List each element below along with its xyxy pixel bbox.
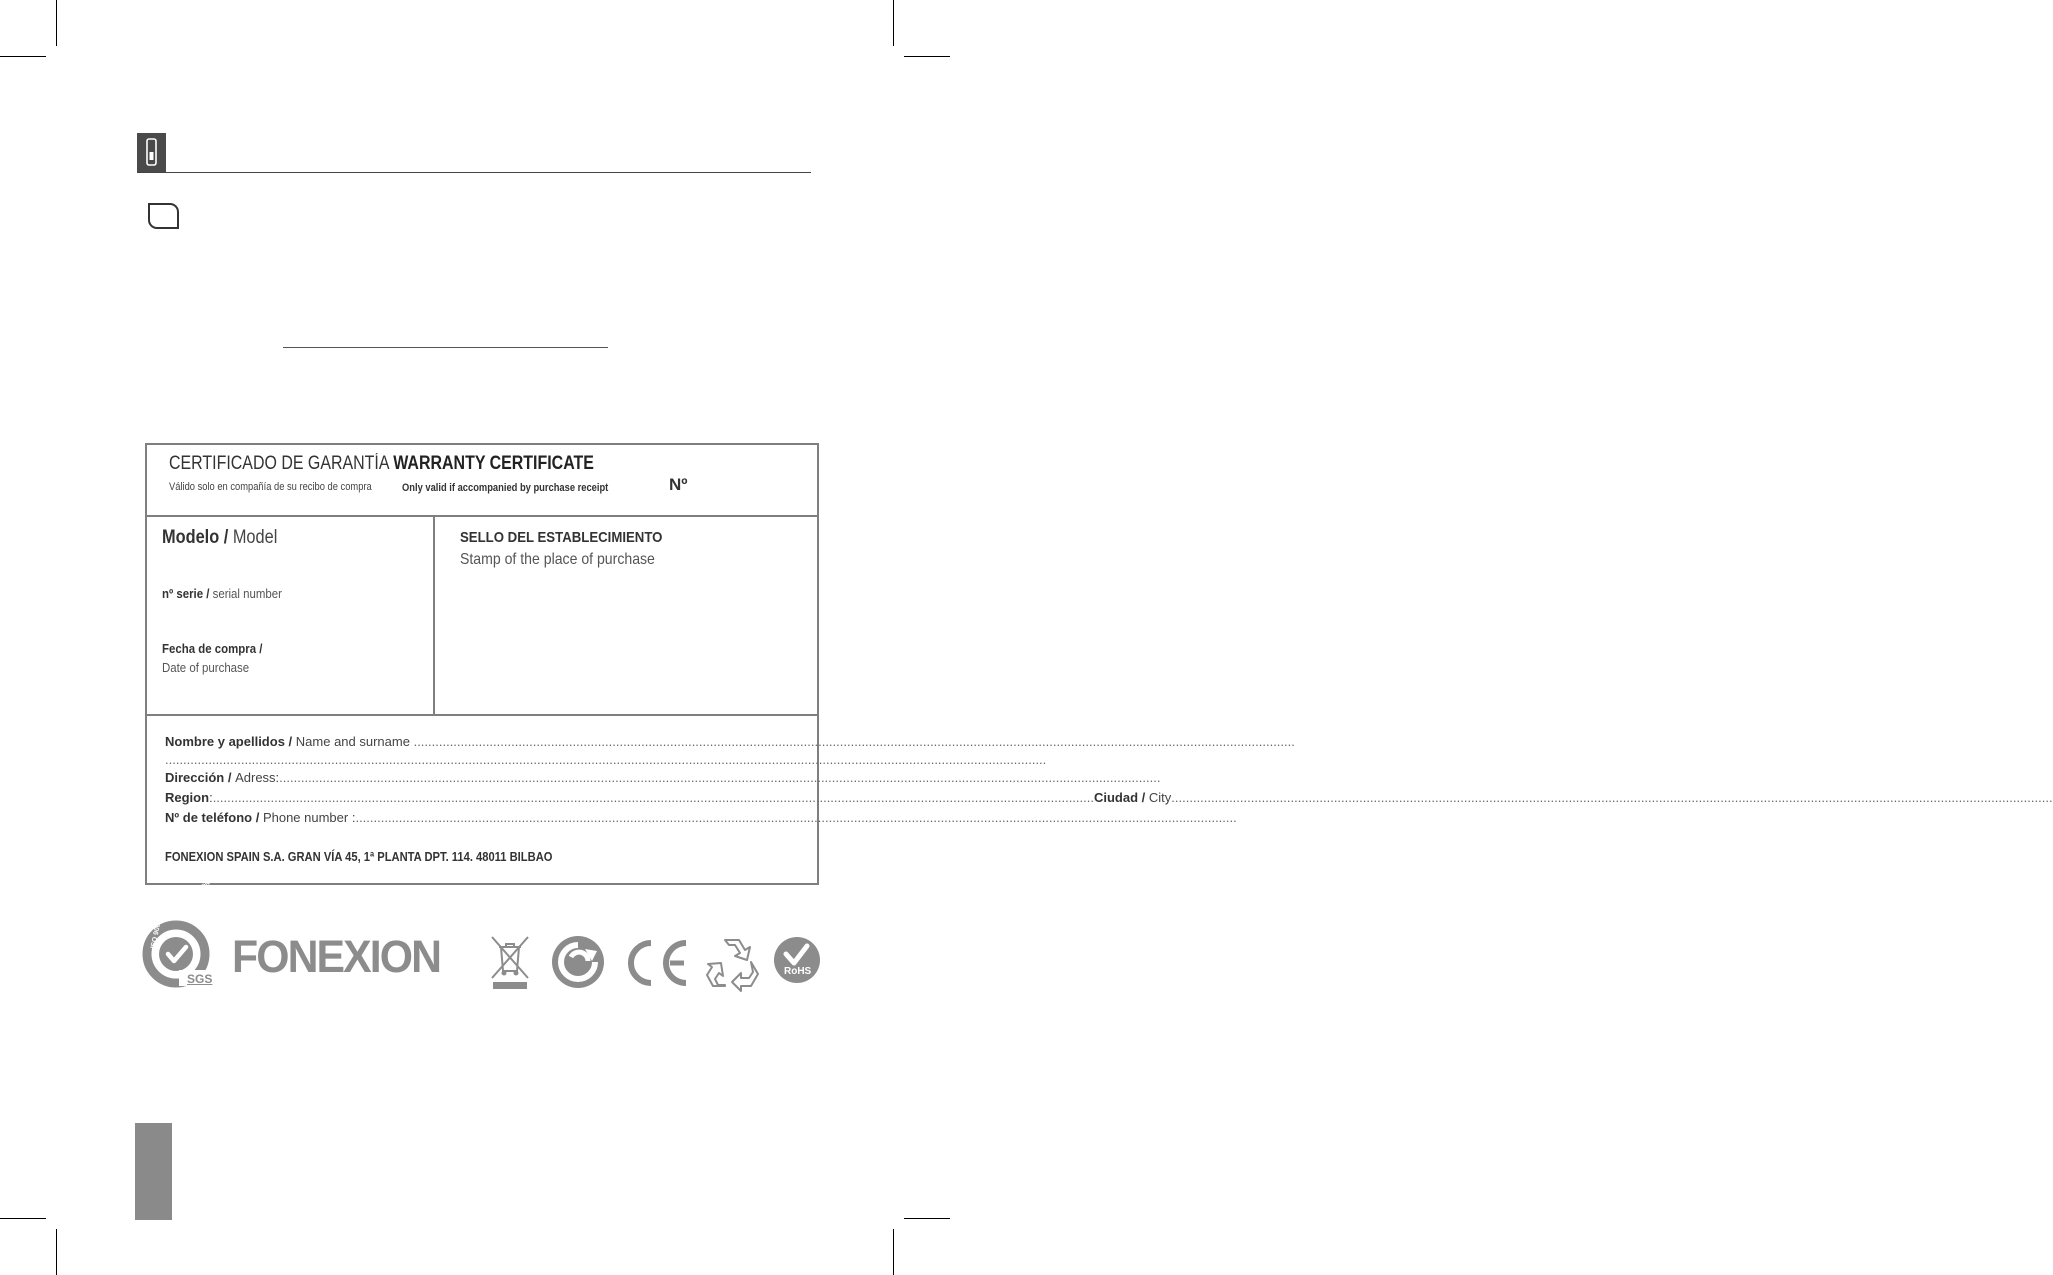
crop-mark [0,1218,46,1219]
title-spanish: CERTIFICADO DE GARANTÍA [169,453,390,474]
crop-mark [56,0,57,46]
certificate-title [169,453,594,475]
fill-line: .................................................................................................................................................................................................................................................... [165,752,1047,767]
region-city-field[interactable] [165,790,2053,805]
page-tab [135,1123,172,1220]
fill-line: .................................................................................................................................................................................................................................................... [212,790,1094,805]
valid-note-spanish: Válido solo en compañía de su recibo de compra [169,481,372,493]
header-rule [137,172,811,173]
fill-line: .................................................................................................................................................................................................................................................... [279,770,1161,785]
crop-mark [904,56,950,57]
address-field[interactable] [165,770,1161,785]
fonexion-logo: FONEXION [232,931,441,982]
valid-note-english: Only valid if accompanied by purchase receipt [402,482,609,494]
crop-mark [893,0,894,46]
crop-mark [893,1229,894,1275]
crop-mark [904,1218,950,1219]
iso-top-text: STATUS CERTIFICATION [150,880,212,926]
company-address: FONEXION SPAIN S.A. GRAN VÍA 45, 1ª PLANTA DPT. 114. 48011 BILBAO [165,849,553,864]
fill-line: .................................................................................................................................................................................................................................................... [1171,790,2053,805]
label-english: Model [232,527,278,548]
rohs-label: RoHS [784,966,812,977]
phone-field[interactable] [165,810,1237,825]
purchase-date-label-english: Date of purchase [162,660,250,675]
warranty-certificate [145,443,2053,885]
green-dot-icon [551,935,605,989]
recycle-icon [705,936,761,990]
model-field-label [162,527,277,549]
label-spanish: Modelo / [162,527,229,548]
serial-field-label [162,586,282,601]
label-spanish: Region [165,790,210,805]
fill-line: .................................................................................................................................................................................................................................................... [413,734,1295,749]
language-badge [148,203,179,229]
phone-icon [137,133,166,173]
stamp-label-english: Stamp of the place of purchase [460,551,655,568]
title-english: WARRANTY CERTIFICATE [393,453,594,474]
label-english: Phone number : [262,810,356,825]
name-field[interactable] [165,734,1295,749]
label-english: Adress: [235,770,280,785]
label-spanish: nº serie / [162,586,210,601]
certificate-number-label: Nº [669,475,688,494]
label-english: serial number [212,586,282,601]
iso-ring-text: ISO 9001 [150,919,163,950]
purchase-date-label-spanish: Fecha de compra / [162,641,263,656]
label-english: City [1148,790,1172,805]
stamp-label-spanish: SELLO DEL ESTABLECIMIENTO [460,529,663,546]
divider [147,515,817,517]
divider [283,347,608,348]
fill-line: .................................................................................................................................................................................................................................................... [355,810,1237,825]
divider [433,516,435,715]
label-spanish: Dirección / [165,770,232,785]
separator: : [209,790,213,805]
crop-mark [56,1229,57,1275]
label-spanish: Ciudad / [1093,790,1146,805]
ce-mark-icon [624,939,692,987]
name-field-continuation[interactable] [165,752,1047,767]
divider [147,714,817,716]
label-spanish: Nº de teléfono / [165,810,260,825]
label-spanish: Nombre y apellidos / [165,734,293,749]
crop-mark [0,56,46,57]
weee-bin-icon [489,934,532,990]
label-english: Name and surname [295,734,410,749]
sgs-label: SGS [187,972,213,986]
